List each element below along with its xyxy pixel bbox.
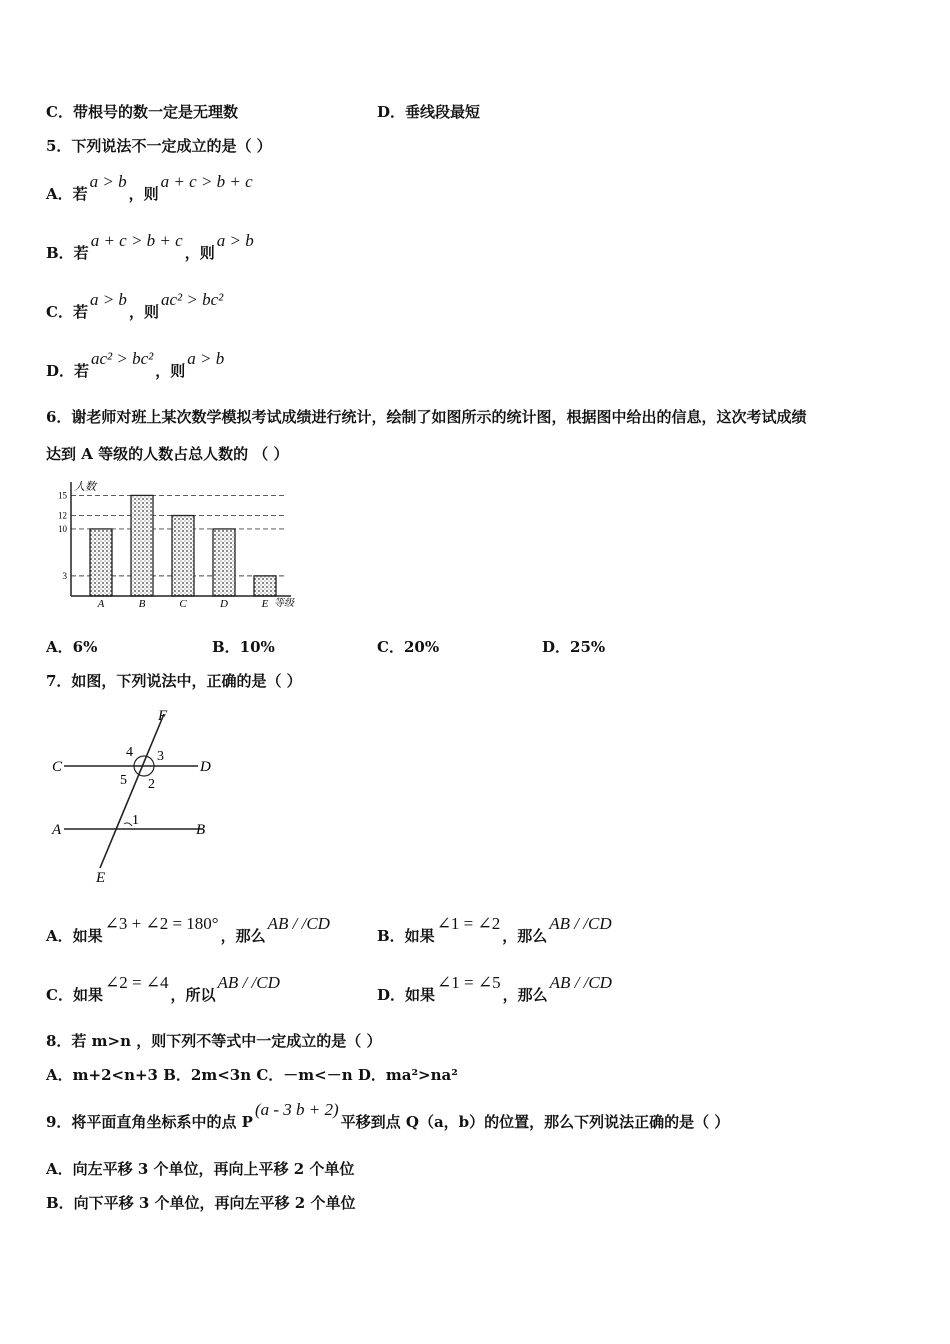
y-axis-label: 人数 [74, 481, 96, 493]
x-axis-label: 等级 [274, 598, 294, 609]
q7-option-d [377, 973, 614, 1005]
label-d: D [200, 759, 211, 775]
q6-stem-line2: 达到 A 等级的人数占总人数的 （ ） [46, 445, 289, 463]
bar-C [172, 516, 194, 596]
category-label-E: E [261, 598, 269, 610]
q7-a-math1: ∠3 + ∠2 = 180° [104, 914, 219, 933]
category-label-C: C [179, 598, 187, 610]
q6-option-d: D．25% [542, 638, 606, 656]
q7-option-c [46, 973, 282, 1005]
q5-d-sep: ，则 [155, 362, 186, 380]
q5-option-d [46, 349, 226, 381]
q9-stem [46, 1100, 730, 1132]
q7-option-a [46, 914, 332, 946]
q6-option-c: C．20% [377, 638, 440, 656]
q8-options: A．m+2<n+3 B．2m<3n C．－m<－n D．ma²>na² [46, 1066, 458, 1084]
q4-option-d: D．垂线段最短 [377, 103, 481, 121]
label-4: 4 [126, 745, 133, 760]
q5-a-math2: a + c > b + c [160, 172, 253, 191]
geometry-figure [46, 702, 226, 888]
q7-d-math1: ∠1 = ∠5 [437, 973, 501, 992]
y-tick-label: 12 [58, 510, 67, 521]
q9-option-a: A．向左平移 3 个单位，再向上平移 2 个单位 [46, 1160, 355, 1178]
q5-c-math2: ac² > bc² [160, 290, 224, 309]
label-c: C [52, 759, 63, 775]
label-1: 1 [132, 813, 139, 828]
q7-c-math2: AB / /CD [217, 973, 280, 992]
q6-option-a: A．6% [46, 638, 98, 656]
label-e: E [96, 870, 106, 886]
bar-A [90, 529, 112, 596]
label-b: B [196, 822, 206, 838]
q7-c-math1: ∠2 = ∠4 [104, 973, 169, 992]
q7-b-mid: ，那么 [502, 927, 548, 945]
q7-c-pre: C．如果 [46, 986, 103, 1004]
q6-option-b: B．10% [212, 638, 275, 656]
q5-b-label: B．若 [46, 244, 89, 262]
label-5: 5 [120, 773, 127, 788]
q5-stem: 5．下列说法不一定成立的是（ ） [46, 137, 272, 155]
q5-d-label: D．若 [46, 362, 90, 380]
bar-B [131, 495, 153, 596]
q9-post: 平移到点 Q（a，b）的位置，那么下列说法正确的是（ ） [340, 1113, 730, 1131]
q5-b-math1: a + c > b + c [90, 231, 183, 250]
label-3: 3 [157, 749, 164, 764]
category-label-A: A [97, 598, 105, 610]
q7-stem: 7．如图，下列说法中，正确的是（ ） [46, 672, 302, 690]
q7-a-pre: A．如果 [46, 927, 103, 945]
q7-b-math2: AB / /CD [549, 914, 612, 933]
q5-a-math1: a > b [89, 172, 127, 191]
angle-1-arc [124, 823, 132, 826]
bar-chart [46, 478, 308, 614]
q5-d-math1: ac² > bc² [91, 349, 154, 368]
q7-d-pre: D．如果 [377, 986, 436, 1004]
bar-D [213, 529, 235, 596]
q5-b-sep: ，则 [184, 244, 215, 262]
q8-stem: 8．若 m>n ，则下列不等式中一定成立的是（ ） [46, 1032, 382, 1050]
bar-E [254, 576, 276, 596]
q5-c-math1: a > b [89, 290, 127, 309]
q7-a-mid: ，那么 [220, 927, 266, 945]
q5-option-a [46, 172, 255, 204]
q7-b-math1: ∠1 = ∠2 [436, 914, 501, 933]
q9-pre: 9．将平面直角坐标系中的点 P [46, 1113, 253, 1131]
label-a: A [52, 822, 62, 838]
q9-math-point: (a - 3 b + 2) [254, 1100, 339, 1119]
q7-d-math2: AB / /CD [549, 973, 612, 992]
q9-option-b: B．向下平移 3 个单位，再向左平移 2 个单位 [46, 1194, 356, 1212]
q5-option-c [46, 290, 225, 322]
q5-b-math2: a > b [216, 231, 254, 250]
y-tick-label: 15 [58, 490, 67, 501]
q5-c-label: C．若 [46, 303, 88, 321]
q6-stem-line1: 6．谢老师对班上某次数学模拟考试成绩进行统计，绘制了如图所示的统计图，根据图中给出的信息，这次考试成绩 [46, 408, 807, 426]
q4-option-c: C．带根号的数一定是无理数 [46, 103, 238, 121]
category-label-B: B [138, 598, 146, 610]
y-tick-label: 3 [62, 570, 67, 581]
q5-c-sep: ，则 [128, 303, 159, 321]
q5-d-math2: a > b [187, 349, 225, 368]
q7-option-b [377, 914, 614, 946]
q5-a-label: A．若 [46, 185, 88, 203]
q7-d-mid: ，那么 [502, 986, 548, 1004]
q5-option-b [46, 231, 256, 263]
q5-a-sep: ，则 [128, 185, 159, 203]
q7-a-math2: AB / /CD [267, 914, 330, 933]
q7-b-pre: B．如果 [377, 927, 435, 945]
q7-c-mid: ，所以 [170, 986, 216, 1004]
category-label-D: D [220, 598, 228, 610]
label-2: 2 [148, 777, 155, 792]
y-tick-label: 10 [58, 523, 67, 534]
label-f: F [158, 708, 168, 724]
